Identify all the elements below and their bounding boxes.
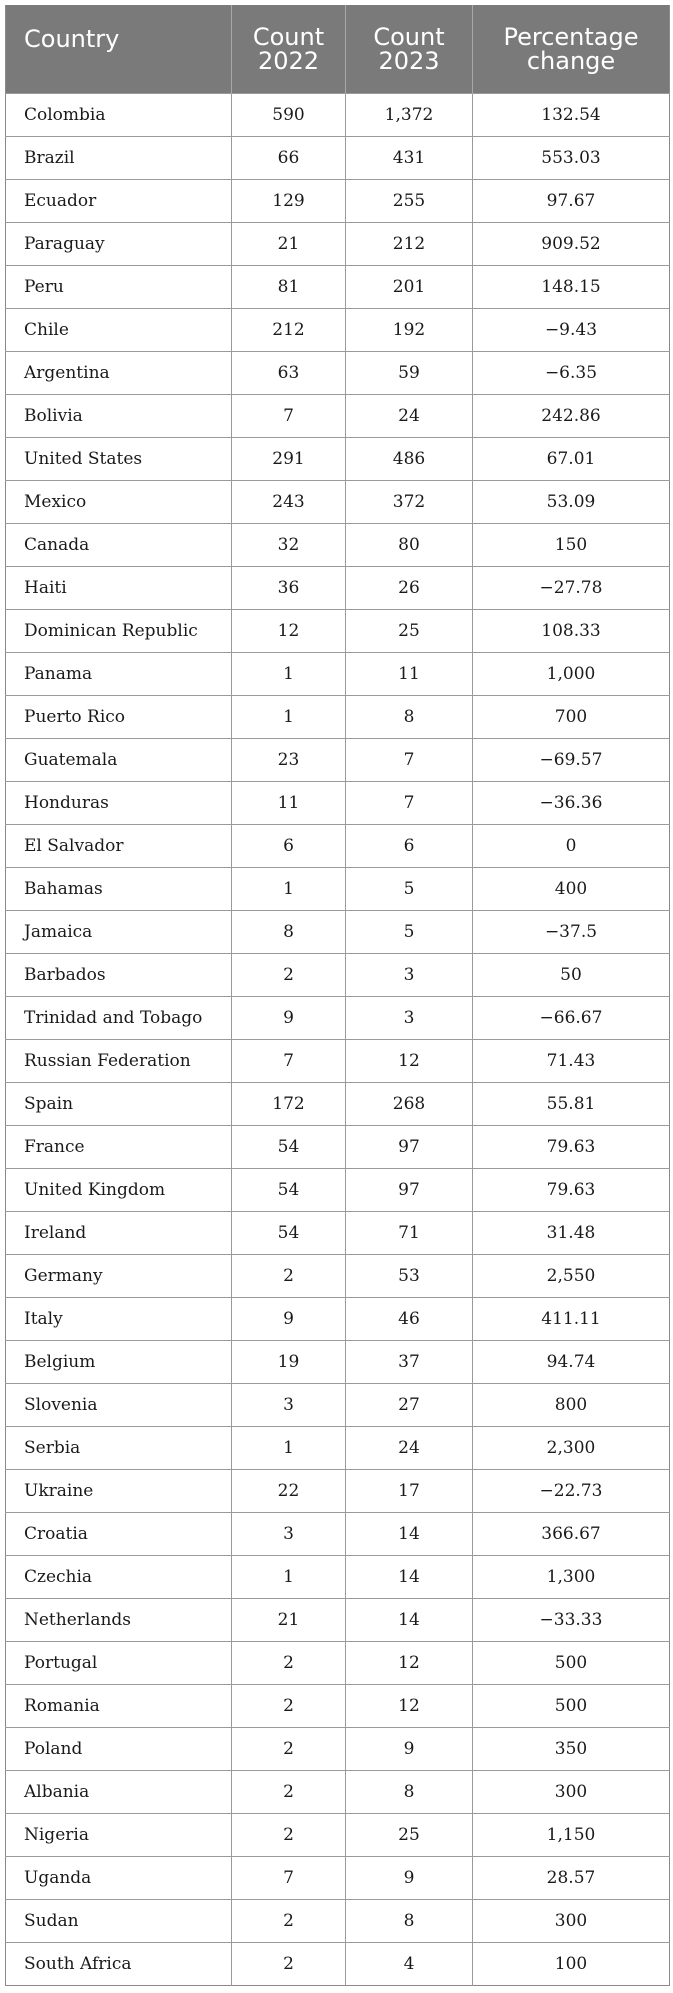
table-row <box>6 653 670 696</box>
percentage-change-cell: 28.57 <box>473 1857 670 1900</box>
country-cell: Trinidad and Tobago <box>6 997 232 1040</box>
table-row <box>6 739 670 782</box>
country-cell: Portugal <box>6 1642 232 1685</box>
percentage-change-cell: 411.11 <box>473 1298 670 1341</box>
percentage-change-cell: −69.57 <box>473 739 670 782</box>
count-2023-cell: 431 <box>346 137 473 180</box>
count-2023-cell: 37 <box>346 1341 473 1384</box>
count-2023-cell: 255 <box>346 180 473 223</box>
table-row <box>6 94 670 137</box>
count-2022-cell: 3 <box>232 1384 346 1427</box>
count-2023-cell: 12 <box>346 1685 473 1728</box>
percentage-change-cell: 53.09 <box>473 481 670 524</box>
table-row <box>6 1513 670 1556</box>
percentage-change-cell: 553.03 <box>473 137 670 180</box>
count-2023-cell: 17 <box>346 1470 473 1513</box>
percentage-change-cell: 500 <box>473 1642 670 1685</box>
count-2022-cell: 21 <box>232 223 346 266</box>
percentage-change-cell: 50 <box>473 954 670 997</box>
percentage-change-cell: 1,000 <box>473 653 670 696</box>
count-2022-cell: 212 <box>232 309 346 352</box>
count-2023-cell: 24 <box>346 1427 473 1470</box>
count-2022-cell: 2 <box>232 1771 346 1814</box>
percentage-change-cell: −6.35 <box>473 352 670 395</box>
table-row <box>6 610 670 653</box>
count-2022-cell: 172 <box>232 1083 346 1126</box>
table-row <box>6 352 670 395</box>
percentage-change-cell: 300 <box>473 1900 670 1943</box>
country-cell: Brazil <box>6 137 232 180</box>
table-row <box>6 438 670 481</box>
table-row <box>6 1384 670 1427</box>
country-cell: Canada <box>6 524 232 567</box>
percentage-change-cell: −22.73 <box>473 1470 670 1513</box>
table-row <box>6 1255 670 1298</box>
count-2022-cell: 129 <box>232 180 346 223</box>
header-count-2022 <box>232 5 346 94</box>
percentage-change-cell: 150 <box>473 524 670 567</box>
country-cell: Dominican Republic <box>6 610 232 653</box>
percentage-change-cell: 148.15 <box>473 266 670 309</box>
count-2022-cell: 1 <box>232 1427 346 1470</box>
count-2022-cell: 22 <box>232 1470 346 1513</box>
percentage-change-cell: 31.48 <box>473 1212 670 1255</box>
table-row <box>6 696 670 739</box>
count-2023-cell: 192 <box>346 309 473 352</box>
percentage-change-cell: 0 <box>473 825 670 868</box>
count-2022-cell: 2 <box>232 1255 346 1298</box>
table-row <box>6 954 670 997</box>
percentage-change-cell: 79.63 <box>473 1169 670 1212</box>
country-cell: Bolivia <box>6 395 232 438</box>
country-cell: Ecuador <box>6 180 232 223</box>
header-count-2023-line1: Count <box>373 23 445 51</box>
percentage-change-cell: −36.36 <box>473 782 670 825</box>
count-2022-cell: 243 <box>232 481 346 524</box>
percentage-change-cell: 71.43 <box>473 1040 670 1083</box>
table-row <box>6 137 670 180</box>
count-2022-cell: 2 <box>232 1943 346 1986</box>
percentage-change-cell: −37.5 <box>473 911 670 954</box>
count-2022-cell: 54 <box>232 1169 346 1212</box>
count-2022-cell: 2 <box>232 1900 346 1943</box>
table-row <box>6 1943 670 1986</box>
header-count-2023 <box>346 5 473 94</box>
count-2022-cell: 1 <box>232 868 346 911</box>
count-2023-cell: 46 <box>346 1298 473 1341</box>
count-2022-cell: 7 <box>232 1857 346 1900</box>
percentage-change-cell: −33.33 <box>473 1599 670 1642</box>
count-2022-cell: 2 <box>232 1685 346 1728</box>
percentage-change-cell: 300 <box>473 1771 670 1814</box>
country-cell: Italy <box>6 1298 232 1341</box>
table-row <box>6 1814 670 1857</box>
count-2022-cell: 54 <box>232 1212 346 1255</box>
country-cell: France <box>6 1126 232 1169</box>
percentage-change-cell: 1,300 <box>473 1556 670 1599</box>
table-row <box>6 1427 670 1470</box>
table-row <box>6 1599 670 1642</box>
count-2023-cell: 8 <box>346 1900 473 1943</box>
count-2022-cell: 66 <box>232 137 346 180</box>
count-2022-cell: 54 <box>232 1126 346 1169</box>
count-2022-cell: 2 <box>232 1728 346 1771</box>
percentage-change-cell: 242.86 <box>473 395 670 438</box>
country-count-table-container <box>5 5 669 1986</box>
table-row <box>6 1341 670 1384</box>
country-cell: Sudan <box>6 1900 232 1943</box>
country-cell: Chile <box>6 309 232 352</box>
count-2023-cell: 8 <box>346 1771 473 1814</box>
header-count-2023-line2: 2023 <box>378 47 440 75</box>
percentage-change-cell: 800 <box>473 1384 670 1427</box>
percentage-change-cell: −66.67 <box>473 997 670 1040</box>
header-count-2022-line1: Count <box>252 23 325 51</box>
count-2023-cell: 9 <box>346 1728 473 1771</box>
count-2022-cell: 23 <box>232 739 346 782</box>
count-2022-cell: 6 <box>232 825 346 868</box>
percentage-change-cell: 500 <box>473 1685 670 1728</box>
country-cell: Netherlands <box>6 1599 232 1642</box>
count-2022-cell: 9 <box>232 1298 346 1341</box>
percentage-change-cell: 132.54 <box>473 94 670 137</box>
count-2022-cell: 7 <box>232 395 346 438</box>
country-cell: Jamaica <box>6 911 232 954</box>
count-2023-cell: 71 <box>346 1212 473 1255</box>
country-cell: Belgium <box>6 1341 232 1384</box>
count-2023-cell: 53 <box>346 1255 473 1298</box>
count-2022-cell: 2 <box>232 1642 346 1685</box>
country-cell: Guatemala <box>6 739 232 782</box>
table-row <box>6 180 670 223</box>
percentage-change-cell: 2,550 <box>473 1255 670 1298</box>
count-2022-cell: 2 <box>232 954 346 997</box>
table-row <box>6 1685 670 1728</box>
country-cell: Czechia <box>6 1556 232 1599</box>
count-2023-cell: 97 <box>346 1126 473 1169</box>
count-2023-cell: 5 <box>346 911 473 954</box>
country-cell: Poland <box>6 1728 232 1771</box>
country-cell: Colombia <box>6 94 232 137</box>
country-cell: Germany <box>6 1255 232 1298</box>
country-cell: Barbados <box>6 954 232 997</box>
count-2023-cell: 59 <box>346 352 473 395</box>
count-2022-cell: 63 <box>232 352 346 395</box>
count-2022-cell: 1 <box>232 696 346 739</box>
header-row <box>6 5 670 94</box>
count-2022-cell: 36 <box>232 567 346 610</box>
percentage-change-cell: 700 <box>473 696 670 739</box>
count-2023-cell: 201 <box>346 266 473 309</box>
header-country <box>6 5 232 94</box>
percentage-change-cell: 350 <box>473 1728 670 1771</box>
count-2022-cell: 291 <box>232 438 346 481</box>
country-cell: Bahamas <box>6 868 232 911</box>
percentage-change-cell: 909.52 <box>473 223 670 266</box>
percentage-change-cell: 1,150 <box>473 1814 670 1857</box>
count-2023-cell: 3 <box>346 954 473 997</box>
count-2023-cell: 26 <box>346 567 473 610</box>
table-row <box>6 1040 670 1083</box>
count-2023-cell: 8 <box>346 696 473 739</box>
table-row <box>6 481 670 524</box>
count-2022-cell: 32 <box>232 524 346 567</box>
count-2022-cell: 7 <box>232 1040 346 1083</box>
table-row <box>6 266 670 309</box>
country-cell: Uganda <box>6 1857 232 1900</box>
country-cell: Panama <box>6 653 232 696</box>
percentage-change-cell: 100 <box>473 1943 670 1986</box>
count-2023-cell: 486 <box>346 438 473 481</box>
percentage-change-cell: −27.78 <box>473 567 670 610</box>
country-cell: Ukraine <box>6 1470 232 1513</box>
table-row <box>6 524 670 567</box>
count-2023-cell: 12 <box>346 1642 473 1685</box>
country-cell: Mexico <box>6 481 232 524</box>
count-2022-cell: 3 <box>232 1513 346 1556</box>
count-2023-cell: 27 <box>346 1384 473 1427</box>
count-2022-cell: 9 <box>232 997 346 1040</box>
country-cell: Ireland <box>6 1212 232 1255</box>
count-2022-cell: 1 <box>232 653 346 696</box>
table-row <box>6 1642 670 1685</box>
count-2023-cell: 268 <box>346 1083 473 1126</box>
country-cell: South Africa <box>6 1943 232 1986</box>
percentage-change-cell: −9.43 <box>473 309 670 352</box>
table-row <box>6 1083 670 1126</box>
count-2023-cell: 14 <box>346 1599 473 1642</box>
table-row <box>6 1126 670 1169</box>
header-percentage-change-line2: change <box>526 47 616 75</box>
percentage-change-cell: 94.74 <box>473 1341 670 1384</box>
table-row <box>6 1470 670 1513</box>
count-2023-cell: 14 <box>346 1513 473 1556</box>
count-2023-cell: 3 <box>346 997 473 1040</box>
count-2022-cell: 21 <box>232 1599 346 1642</box>
header-count-2022-line2: 2022 <box>257 47 320 75</box>
count-2022-cell: 81 <box>232 266 346 309</box>
count-2022-cell: 8 <box>232 911 346 954</box>
count-2023-cell: 372 <box>346 481 473 524</box>
table-row <box>6 1728 670 1771</box>
table-row <box>6 1556 670 1599</box>
table-row <box>6 395 670 438</box>
percentage-change-cell: 2,300 <box>473 1427 670 1470</box>
table-row <box>6 309 670 352</box>
percentage-change-cell: 67.01 <box>473 438 670 481</box>
count-2022-cell: 1 <box>232 1556 346 1599</box>
count-2023-cell: 7 <box>346 739 473 782</box>
country-cell: Nigeria <box>6 1814 232 1857</box>
count-2022-cell: 590 <box>232 94 346 137</box>
count-2023-cell: 11 <box>346 653 473 696</box>
table-row <box>6 868 670 911</box>
country-cell: Serbia <box>6 1427 232 1470</box>
count-2023-cell: 212 <box>346 223 473 266</box>
count-2023-cell: 24 <box>346 395 473 438</box>
table-row <box>6 1857 670 1900</box>
count-2023-cell: 80 <box>346 524 473 567</box>
country-cell: Peru <box>6 266 232 309</box>
count-2023-cell: 5 <box>346 868 473 911</box>
count-2022-cell: 2 <box>232 1814 346 1857</box>
table-row <box>6 911 670 954</box>
percentage-change-cell: 400 <box>473 868 670 911</box>
header-percentage-change-line1: Percentage <box>503 23 639 51</box>
country-cell: Puerto Rico <box>6 696 232 739</box>
country-cell: Albania <box>6 1771 232 1814</box>
count-2023-cell: 4 <box>346 1943 473 1986</box>
country-count-table <box>5 5 670 1986</box>
count-2023-cell: 7 <box>346 782 473 825</box>
count-2023-cell: 14 <box>346 1556 473 1599</box>
count-2023-cell: 9 <box>346 1857 473 1900</box>
percentage-change-cell: 108.33 <box>473 610 670 653</box>
count-2023-cell: 6 <box>346 825 473 868</box>
count-2023-cell: 1,372 <box>346 94 473 137</box>
country-cell: Paraguay <box>6 223 232 266</box>
country-cell: Honduras <box>6 782 232 825</box>
country-cell: El Salvador <box>6 825 232 868</box>
count-2022-cell: 19 <box>232 1341 346 1384</box>
table-row <box>6 1900 670 1943</box>
header-percentage-change <box>473 5 670 94</box>
count-2023-cell: 25 <box>346 610 473 653</box>
country-cell: Slovenia <box>6 1384 232 1427</box>
table-row <box>6 567 670 610</box>
country-cell: Spain <box>6 1083 232 1126</box>
table-row <box>6 1771 670 1814</box>
table-row <box>6 1212 670 1255</box>
percentage-change-cell: 97.67 <box>473 180 670 223</box>
percentage-change-cell: 366.67 <box>473 1513 670 1556</box>
country-cell: Croatia <box>6 1513 232 1556</box>
percentage-change-cell: 79.63 <box>473 1126 670 1169</box>
country-cell: Haiti <box>6 567 232 610</box>
count-2023-cell: 97 <box>346 1169 473 1212</box>
header-country-label: Country <box>24 25 120 53</box>
country-cell: Russian Federation <box>6 1040 232 1083</box>
table-header <box>6 5 670 94</box>
table-row <box>6 997 670 1040</box>
country-cell: United Kingdom <box>6 1169 232 1212</box>
table-row <box>6 782 670 825</box>
country-cell: Argentina <box>6 352 232 395</box>
count-2022-cell: 12 <box>232 610 346 653</box>
table-row <box>6 1298 670 1341</box>
count-2023-cell: 12 <box>346 1040 473 1083</box>
count-2023-cell: 25 <box>346 1814 473 1857</box>
country-cell: United States <box>6 438 232 481</box>
percentage-change-cell: 55.81 <box>473 1083 670 1126</box>
table-row <box>6 223 670 266</box>
table-row <box>6 1169 670 1212</box>
count-2022-cell: 11 <box>232 782 346 825</box>
table-row <box>6 825 670 868</box>
table-body <box>6 94 670 1986</box>
country-cell: Romania <box>6 1685 232 1728</box>
